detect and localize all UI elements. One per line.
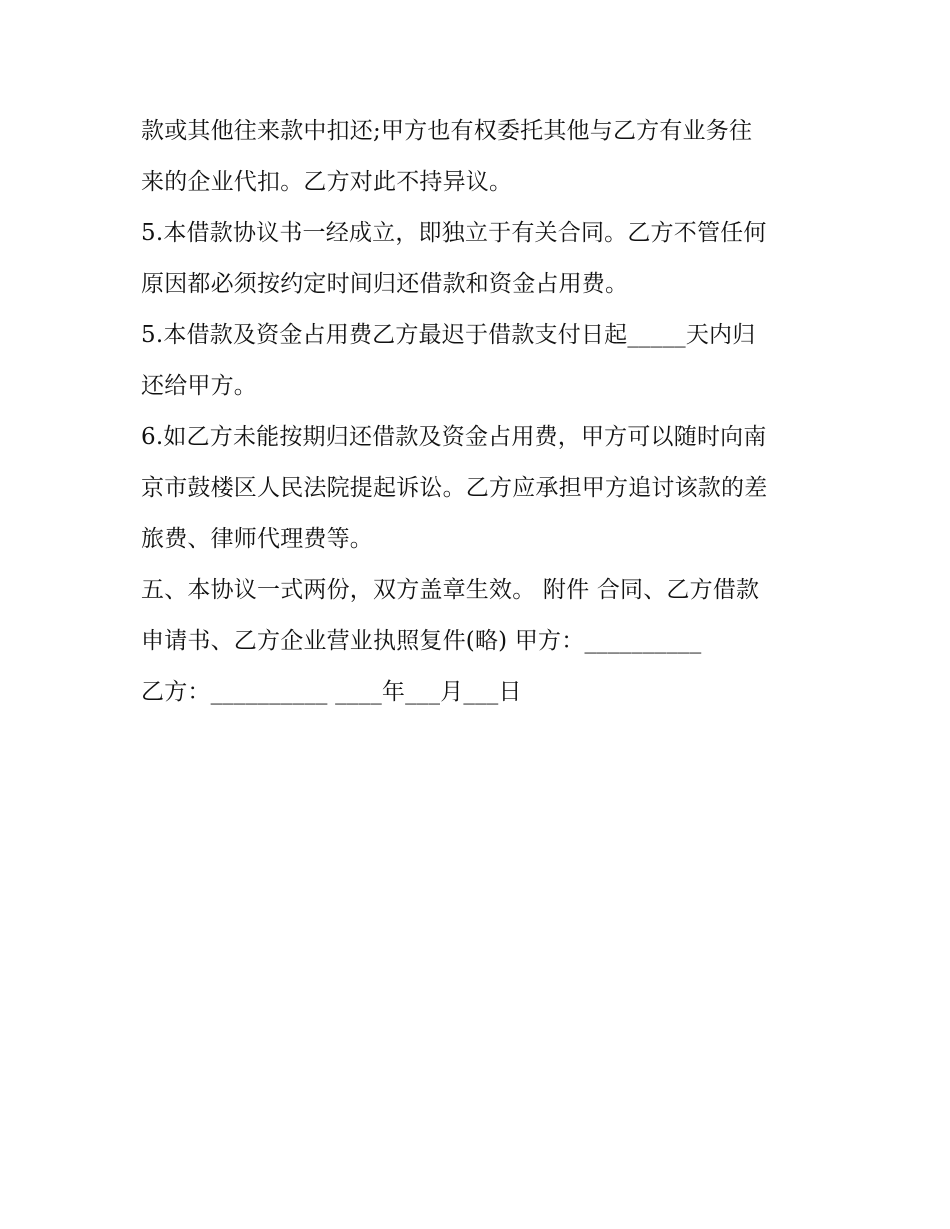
text-line: 五、本协议一式两份，双方盖章生效。 附件 合同、乙方借款 bbox=[141, 577, 760, 603]
signature-date-line: 乙方：__________ ____年___月___日 bbox=[141, 679, 522, 705]
text-line: 旅费、律师代理费等。 bbox=[141, 526, 373, 552]
text-line: 原因都必须按约定时间归还借款和资金占用费。 bbox=[141, 271, 629, 297]
text-line: 5.本借款及资金占用费乙方最迟于借款支付日起_____天内归 bbox=[141, 322, 756, 348]
text-line: 款或其他往来款中扣还;甲方也有权委托其他与乙方有业务往 bbox=[141, 118, 753, 144]
text-line: 5.本借款协议书一经成立，即独立于有关合同。乙方不管任何 bbox=[141, 220, 767, 246]
text-line: 申请书、乙方企业营业执照复件(略) 甲方：__________ bbox=[141, 628, 702, 654]
text-line: 来的企业代扣。乙方对此不持异议。 bbox=[141, 169, 513, 195]
text-line: 京市鼓楼区人民法院提起诉讼。乙方应承担甲方追讨该款的差 bbox=[141, 475, 768, 501]
text-line: 6.如乙方未能按期归还借款及资金占用费，甲方可以随时向南 bbox=[141, 424, 767, 450]
document-body bbox=[141, 106, 821, 718]
text-line: 还给甲方。 bbox=[141, 373, 257, 399]
